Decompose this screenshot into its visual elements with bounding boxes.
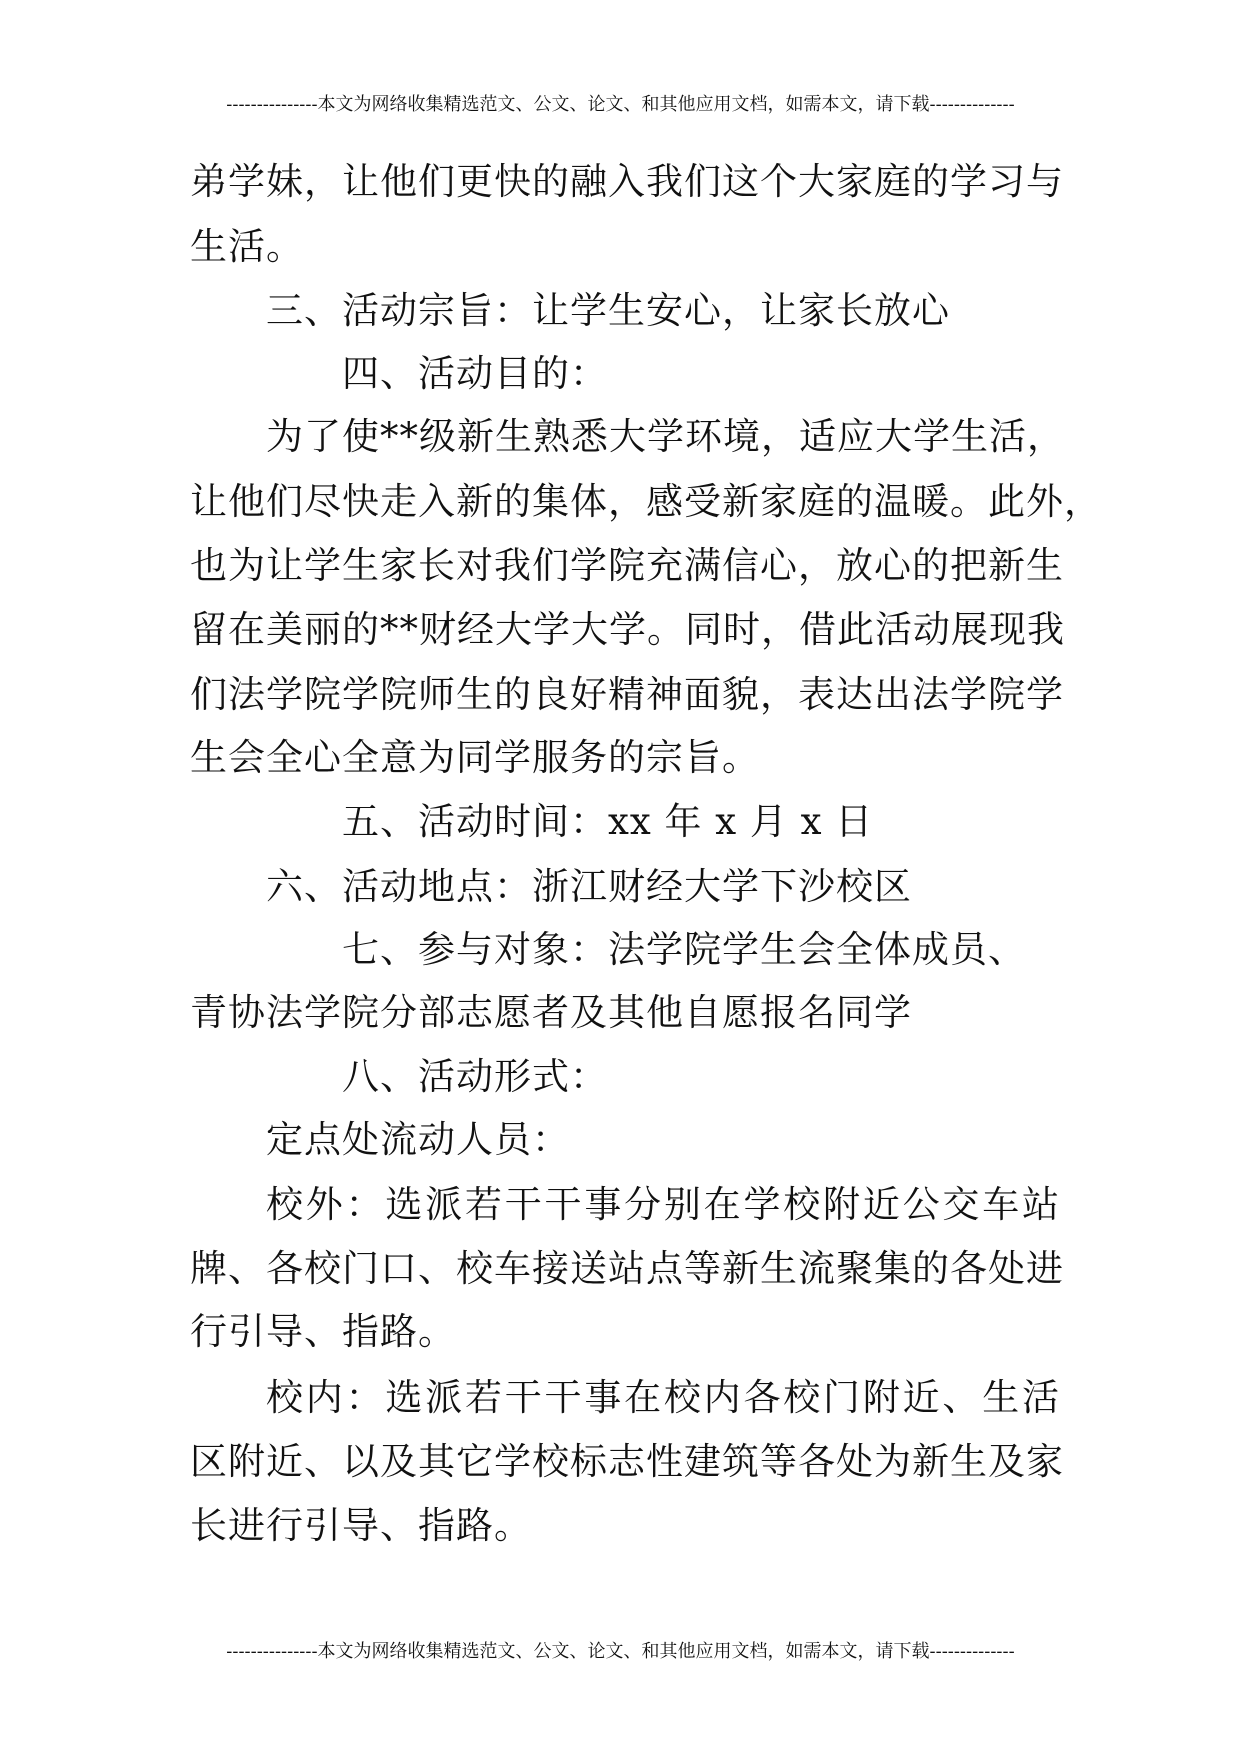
body-line-6: 让他们尽快走入新的集体，感受新家庭的温暖。此外， bbox=[190, 480, 1102, 523]
body-line-2: 生活。 bbox=[190, 225, 304, 268]
page-footer: ---------------本文为网络收集精选范文、公文、论文、和其他应用文档，如需本文，请下载-------------- bbox=[226, 1641, 1015, 1662]
body-line-18: 牌、各校门口、校车接送站点等新生流聚集的各处进 bbox=[190, 1247, 1064, 1290]
body-line-21: 区附近、以及其它学校标志性建筑等各处为新生及家 bbox=[190, 1440, 1064, 1483]
section-4-heading: 四、活动目的： bbox=[342, 352, 608, 395]
section-8-heading: 八、活动形式： bbox=[342, 1055, 608, 1098]
section-7-participants: 七、参与对象：法学院学生会全体成员、 bbox=[342, 928, 1026, 971]
page-header: ---------------本文为网络收集精选范文、公文、论文、和其他应用文档，如需本文，请下载-------------- bbox=[226, 94, 1015, 115]
body-line-22: 长进行引导、指路。 bbox=[190, 1504, 532, 1547]
body-line-9: 们法学院学院师生的良好精神面貌，表达出法学院学 bbox=[190, 673, 1064, 716]
body-line-20: 校内：选派若干干事在校内各校门附近、生活 bbox=[266, 1376, 1060, 1419]
body-line-17: 校外：选派若干干事分别在学校附近公交车站 bbox=[266, 1183, 1060, 1226]
body-line-19: 行引导、指路。 bbox=[190, 1310, 456, 1353]
section-6-location: 六、活动地点：浙江财经大学下沙校区 bbox=[266, 865, 912, 908]
section-3-purpose: 三、活动宗旨：让学生安心，让家长放心 bbox=[266, 289, 950, 332]
section-5-time: 五、活动时间：xx 年 x 月 x 日 bbox=[342, 800, 874, 843]
body-line-5: 为了使**级新生熟悉大学环境，适应大学生活， bbox=[266, 415, 1065, 458]
body-line-10: 生会全心全意为同学服务的宗旨。 bbox=[190, 736, 760, 779]
body-line-14: 青协法学院分部志愿者及其他自愿报名同学 bbox=[190, 991, 912, 1034]
body-line-8: 留在美丽的**财经大学大学。同时，借此活动展现我 bbox=[190, 608, 1065, 651]
body-line-7: 也为让学生家长对我们学院充满信心，放心的把新生 bbox=[190, 544, 1064, 587]
body-line-1: 弟学妹，让他们更快的融入我们这个大家庭的学习与 bbox=[190, 160, 1064, 203]
body-line-16: 定点处流动人员： bbox=[266, 1118, 570, 1161]
